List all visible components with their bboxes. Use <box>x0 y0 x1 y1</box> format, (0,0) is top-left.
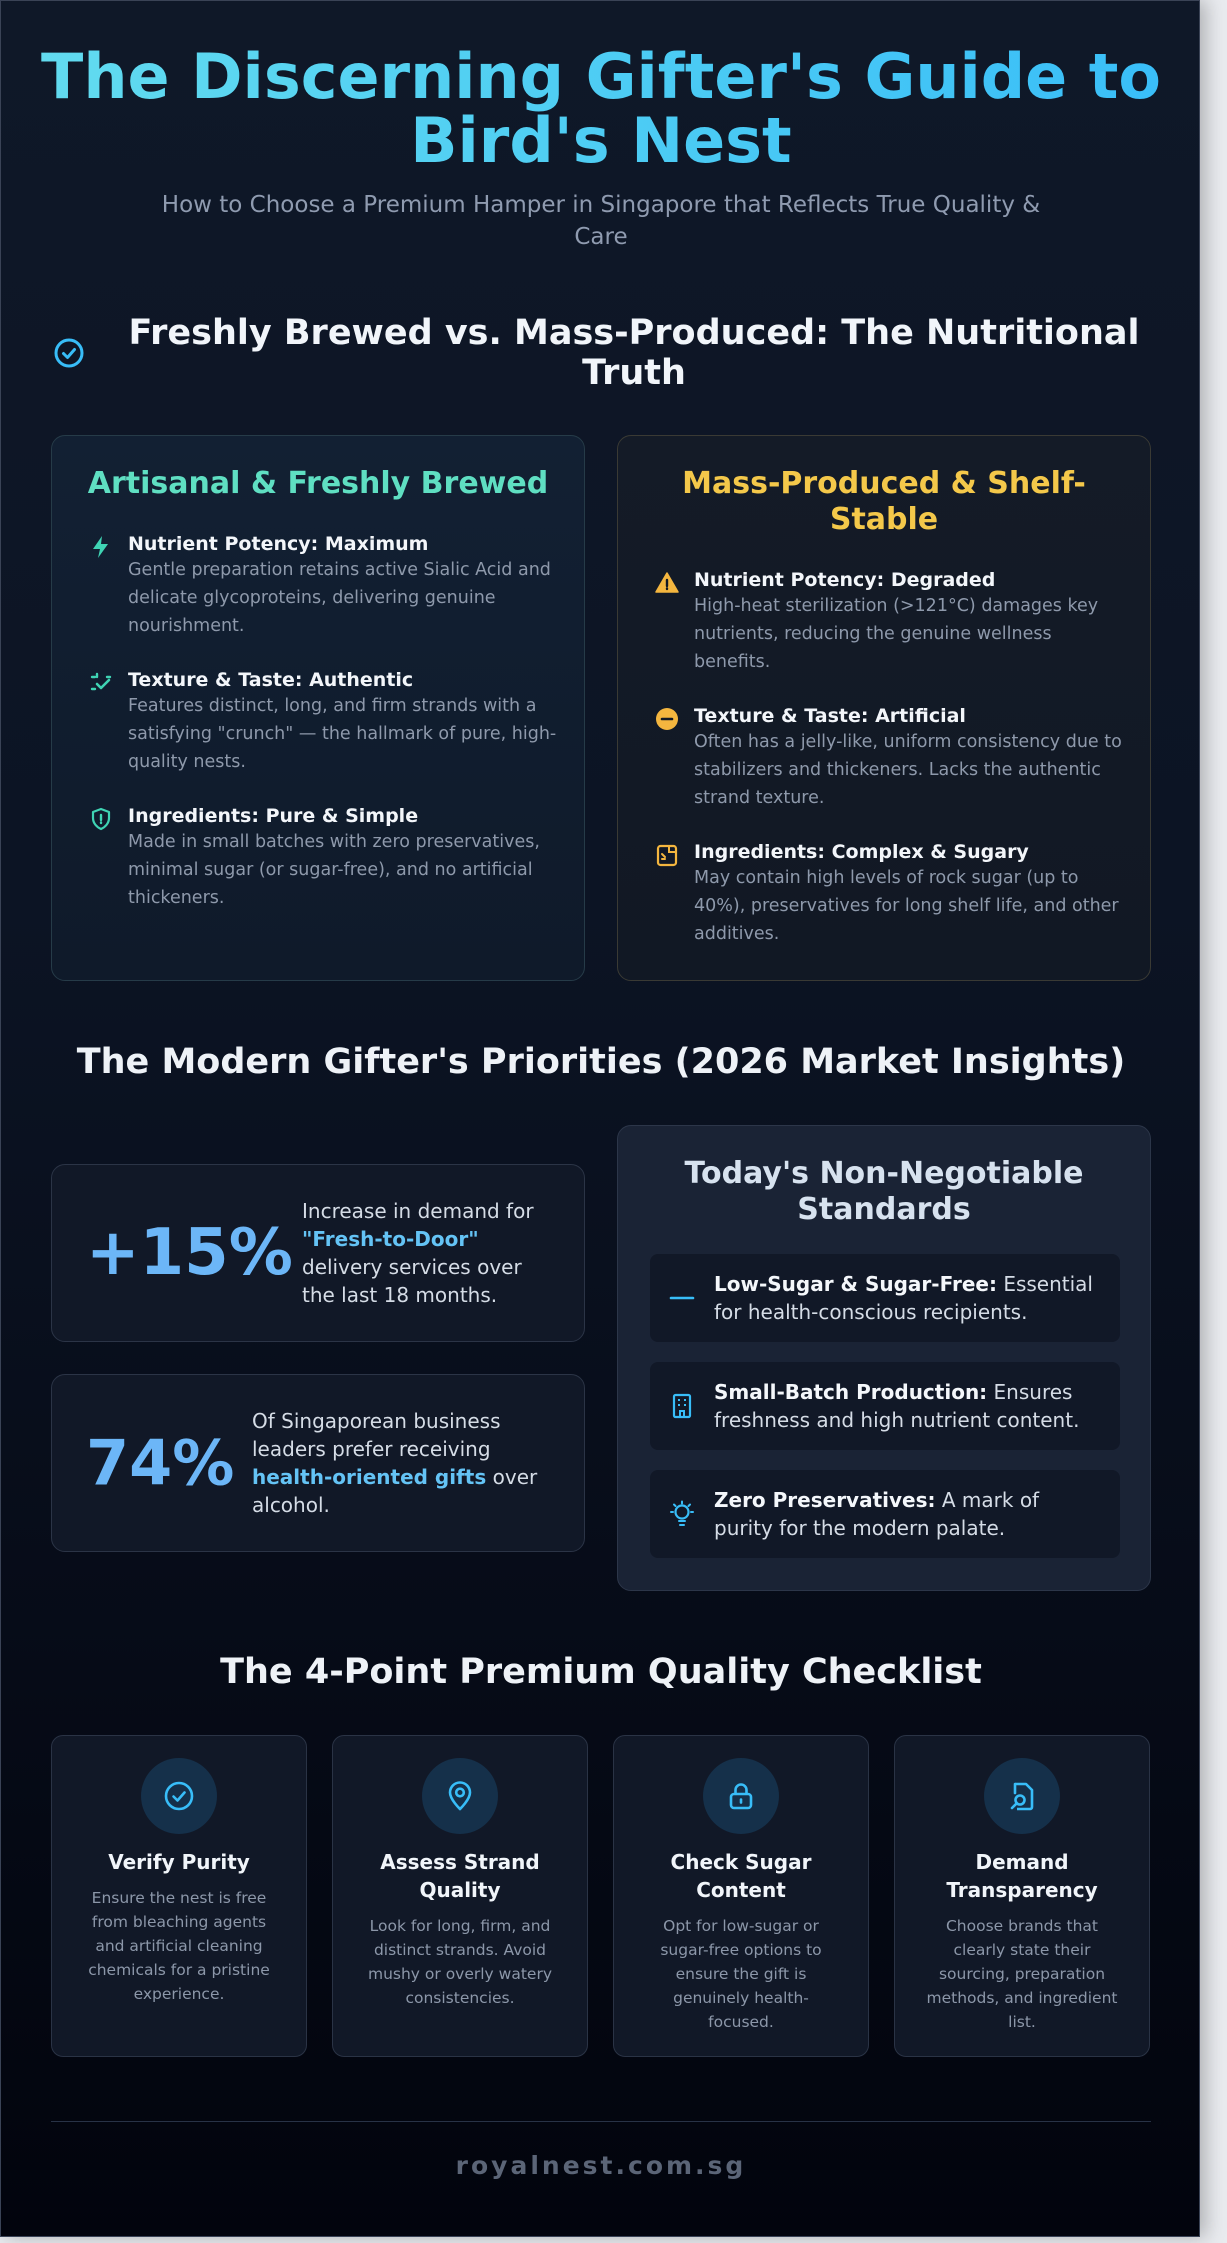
comparison-title: Freshly Brewed vs. Mass-Produced: The Nutritional Truth <box>128 313 1140 393</box>
checklist-card-text: Ensure the nest is free from bleaching agents and artificial cleaning chemicals for a pristine experience. <box>88 1889 270 2003</box>
checklist-card-text: Look for long, firm, and distinct strands. Avoid mushy or overly watery consistencies. <box>367 1917 552 2007</box>
checklist-icon-badge <box>984 1758 1060 1834</box>
standard-label: Zero Preservatives: <box>714 1488 936 1512</box>
sparkle-check-icon <box>88 670 114 696</box>
checklist-card-title: Demand Transparency <box>946 1850 1098 1902</box>
checklist-card-text: Opt for low-sugar or sugar-free options to ensure the gift is genuinely health-focused. <box>660 1917 822 2031</box>
standard-label: Small-Batch Production: <box>714 1380 988 1404</box>
checklist-icon-badge <box>422 1758 498 1834</box>
stat-value: +15% <box>86 1216 293 1290</box>
footer-divider <box>51 2121 1151 2122</box>
artisanal-item-text: Features distinct, long, and firm strands with a satisfying "crunch" — the hallmark of pure, high-quality nests. <box>128 696 557 772</box>
artisanal-item-title: Texture & Taste: Authentic <box>128 669 414 691</box>
standard-description: Ensures freshness and high nutrient content. <box>714 1380 1080 1432</box>
dash-icon <box>668 1284 696 1312</box>
mass-produced-item <box>654 704 1126 812</box>
shield-icon <box>88 806 114 832</box>
checklist-card <box>894 1735 1150 2057</box>
artisanal-item-title: Nutrient Potency: Maximum <box>128 533 429 555</box>
standard-label: Low-Sugar & Sugar-Free: <box>714 1272 997 1296</box>
stat-highlight: health-oriented gifts <box>252 1465 487 1489</box>
mass-produced-item-title: Nutrient Potency: Degraded <box>694 569 996 591</box>
checklist-card <box>613 1735 869 2057</box>
standard-item <box>650 1254 1120 1342</box>
stat-highlight: "Fresh-to-Door" <box>302 1227 479 1251</box>
checklist-title: The 4-Point Premium Quality Checklist <box>220 1652 982 1692</box>
standard-text <box>714 1486 1102 1542</box>
check-circle-icon <box>53 337 85 369</box>
artisanal-item <box>88 804 560 912</box>
lock-icon <box>725 1780 757 1812</box>
standard-item <box>650 1362 1120 1450</box>
standard-description: A mark of purity for the modern palate. <box>714 1488 1040 1540</box>
stat-description <box>252 1407 548 1519</box>
mass-produced-item-title: Texture & Taste: Artificial <box>694 705 966 727</box>
standard-description: Essential for health-conscious recipients. <box>714 1272 1093 1324</box>
checklist-card <box>51 1735 307 2057</box>
header <box>1 40 1201 253</box>
minus-circle-icon <box>654 706 680 732</box>
mass-produced-item-text: Often has a jelly-like, uniform consistency due to stabilizers and thickeners. Lacks the authentic strand texture. <box>694 732 1122 808</box>
mass-produced-item-text: May contain high levels of rock sugar (up to 40%), preservatives for long shelf life, and other additives. <box>694 868 1119 944</box>
warning-icon <box>654 570 680 596</box>
stat-text-post: delivery services over the last 18 months. <box>302 1255 522 1307</box>
standard-text <box>714 1378 1102 1434</box>
mass-produced-item <box>654 568 1126 676</box>
stat-card <box>51 1164 585 1342</box>
checklist-card-title: Check Sugar Content <box>670 1850 812 1902</box>
page-title: The Discerning Gifter's Guide to Bird's Nest <box>1 45 1201 173</box>
stat-description <box>302 1197 556 1309</box>
building-icon <box>668 1392 696 1420</box>
bolt-icon <box>88 534 114 560</box>
artisanal-item-text: Gentle preparation retains active Sialic Acid and delicate glycoproteins, delivering genuine nourishment. <box>128 560 551 636</box>
checklist-icon-badge <box>141 1758 217 1834</box>
file-search-icon <box>1006 1780 1038 1812</box>
standard-item <box>650 1470 1120 1558</box>
mass-produced-item-title: Ingredients: Complex & Sugary <box>694 841 1029 863</box>
artisanal-item <box>88 532 560 640</box>
checklist-icon-badge <box>703 1758 779 1834</box>
checklist-card <box>332 1735 588 2057</box>
page-subtitle: How to Choose a Premium Hamper in Singapore that Reflects True Quality & Care <box>161 192 1041 250</box>
footer-site[interactable]: royalnest.com.sg <box>455 2151 747 2180</box>
mass-produced-item-text: High-heat sterilization (>121°C) damages key nutrients, reducing the genuine wellness benefits. <box>694 596 1099 672</box>
mass-produced-card <box>617 435 1151 981</box>
stat-card <box>51 1374 585 1552</box>
jar-icon <box>654 842 680 868</box>
priorities-title: The Modern Gifter's Priorities (2026 Market Insights) <box>76 1042 1126 1082</box>
stat-text-pre: Increase in demand for <box>302 1199 534 1223</box>
artisanal-title: Artisanal & Freshly Brewed <box>87 466 549 501</box>
stat-text-pre: Of Singaporean business leaders prefer receiving <box>252 1409 501 1461</box>
mass-produced-item <box>654 840 1126 948</box>
artisanal-item-title: Ingredients: Pure & Simple <box>128 805 419 827</box>
standards-title: Today's Non-Negotiable Standards <box>684 1156 1084 1227</box>
map-pin-icon <box>444 1780 476 1812</box>
artisanal-card <box>51 435 585 981</box>
standard-text <box>714 1270 1102 1326</box>
checklist-card-title: Verify Purity <box>108 1850 250 1874</box>
checklist-card-text: Choose brands that clearly state their sourcing, preparation methods, and ingredient list. <box>926 1917 1118 2031</box>
stat-text-post: over alcohol. <box>252 1465 538 1517</box>
lightbulb-icon <box>668 1500 696 1528</box>
standards-panel <box>617 1125 1151 1591</box>
comparison-heading <box>51 313 1161 395</box>
artisanal-item-text: Made in small batches with zero preservatives, minimal sugar (or sugar-free), and no artificial thickeners. <box>128 832 540 908</box>
checklist-card-title: Assess Strand Quality <box>380 1850 540 1902</box>
artisanal-item <box>88 668 560 776</box>
stat-value: 74% <box>86 1426 235 1500</box>
mass-produced-title: Mass-Produced & Shelf-Stable <box>682 466 1086 537</box>
check-circle-icon <box>163 1780 195 1812</box>
